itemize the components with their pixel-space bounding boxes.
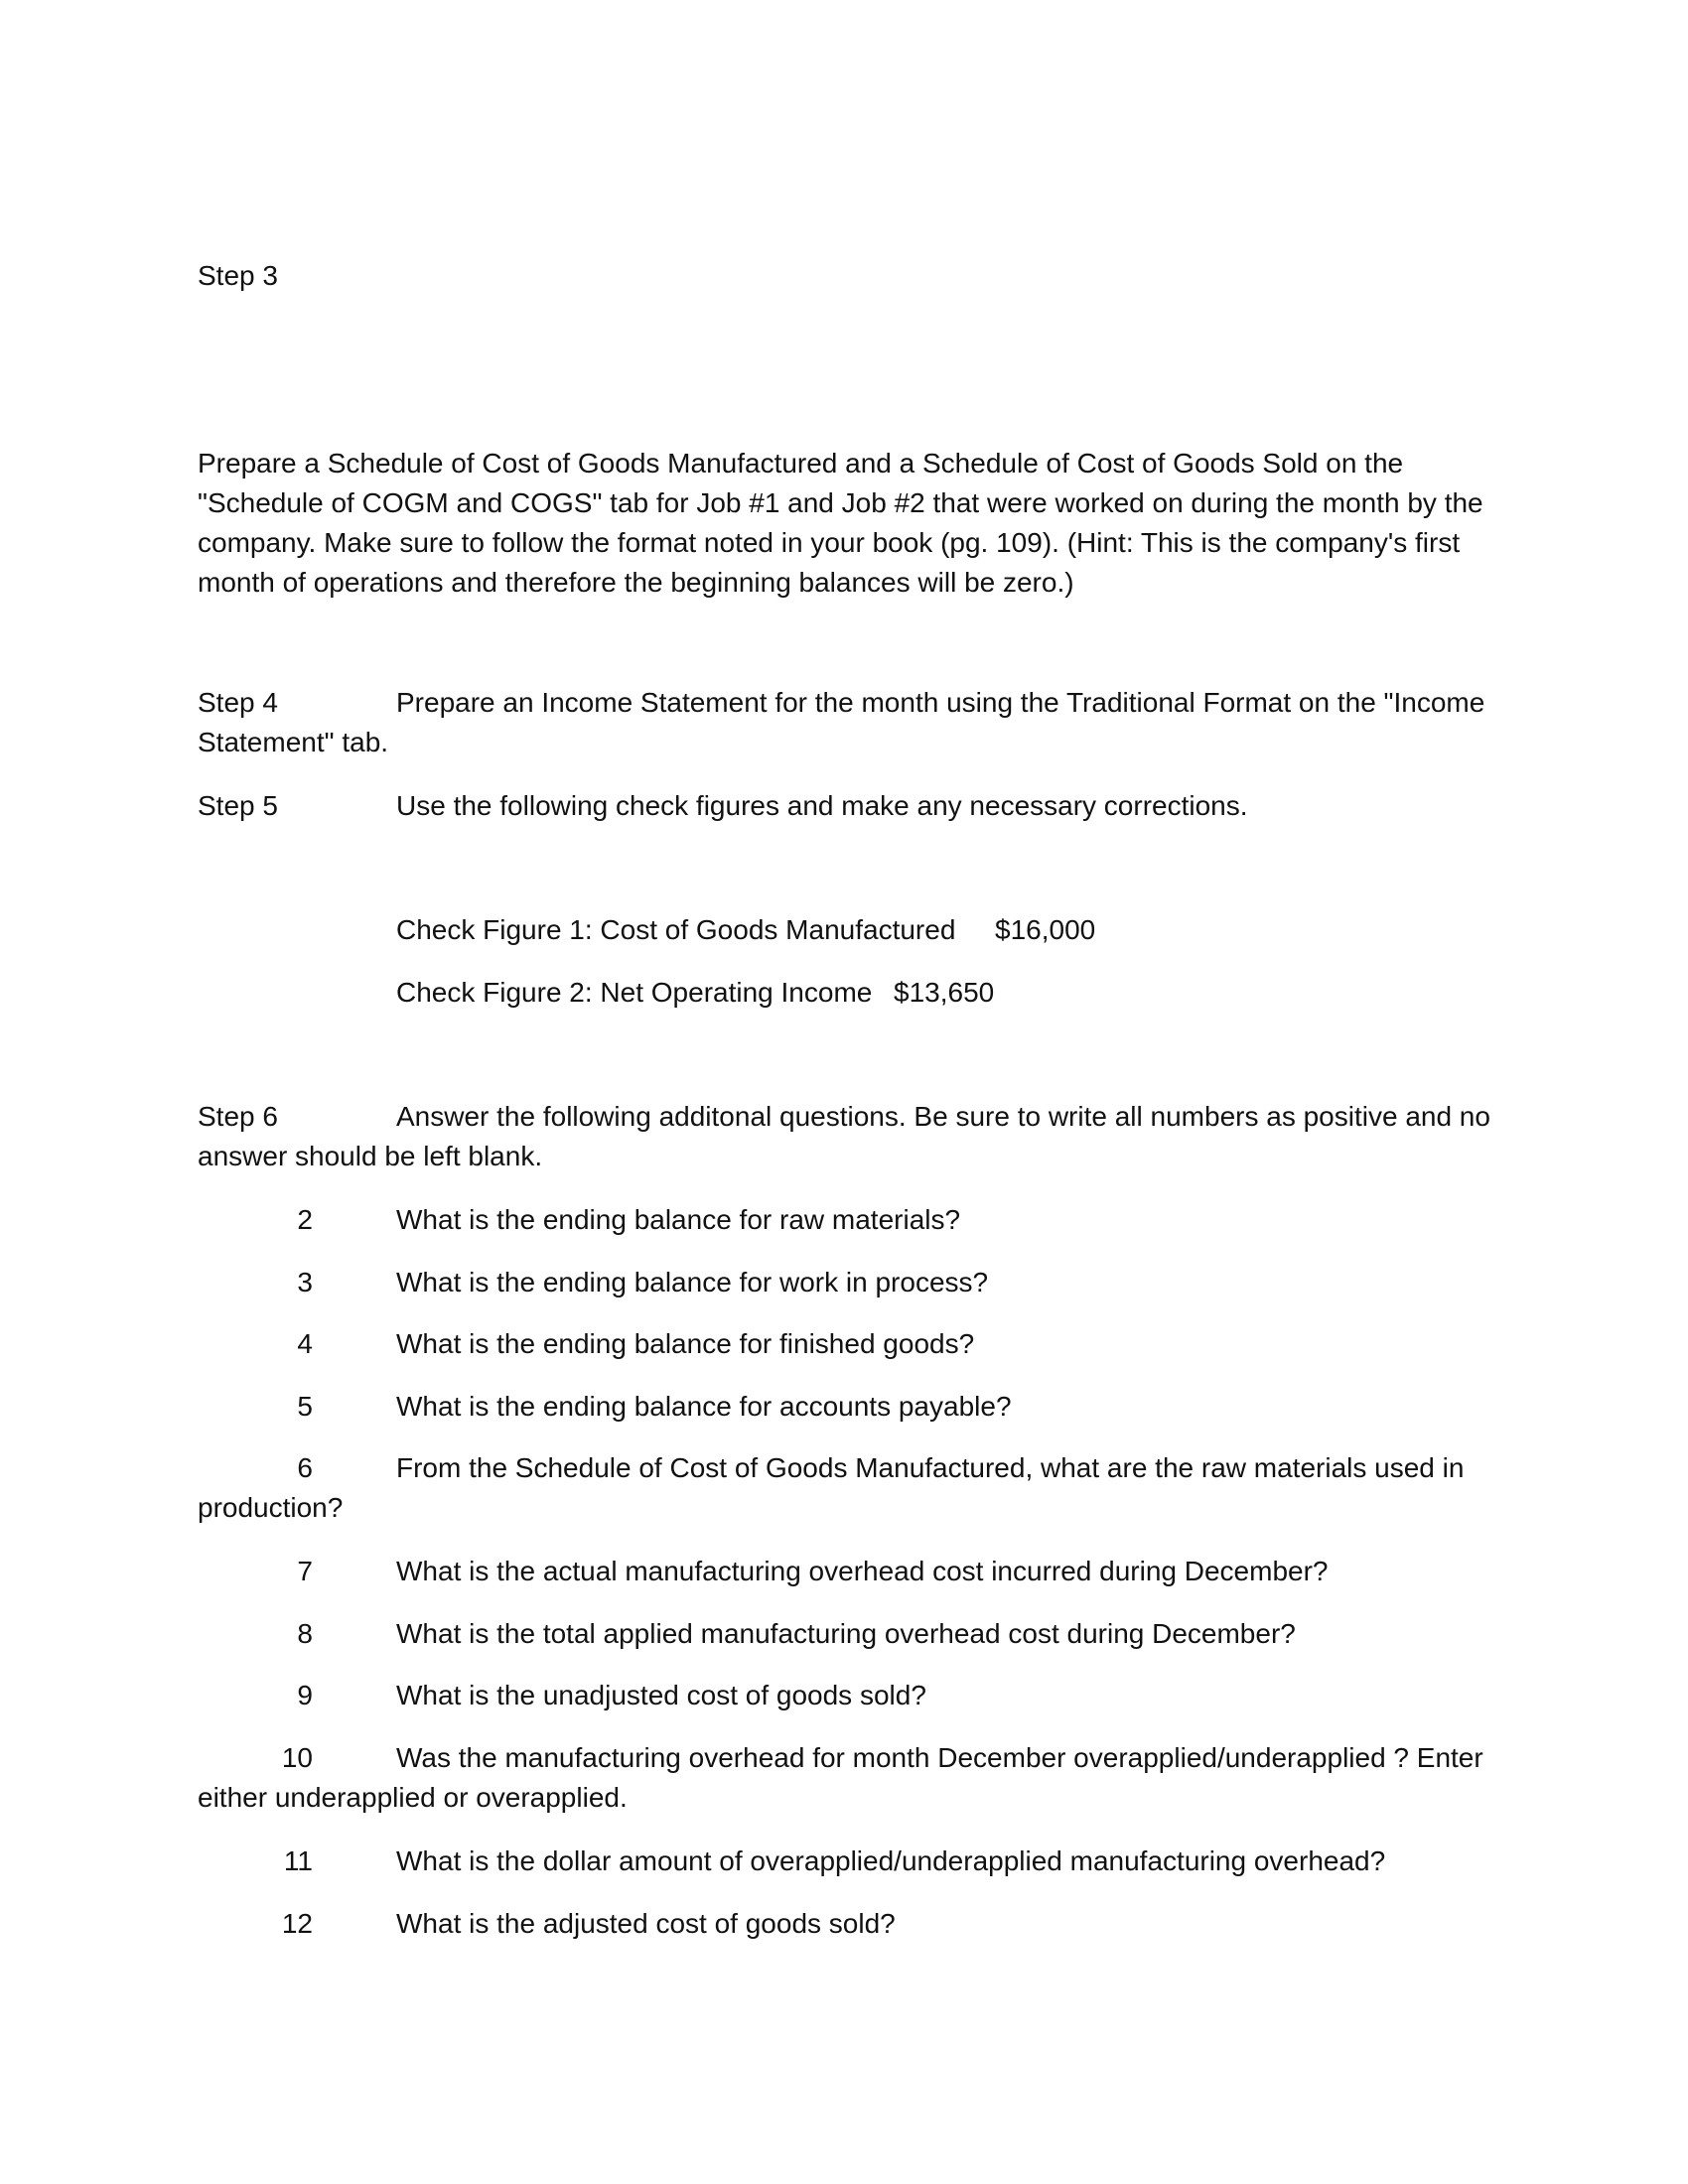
question-number: 8 [297, 1618, 313, 1649]
step5-label: Step 5 [198, 790, 278, 821]
question-number: 5 [297, 1391, 313, 1422]
check-figure-1-label: Check Figure 1: Cost of Goods Manufactured [396, 914, 956, 945]
question-text: What is the actual manufacturing overhead cost incurred during December? [396, 1556, 1329, 1586]
question-text: What is the ending balance for finished goods? [396, 1328, 975, 1359]
question-number: 12 [281, 1908, 313, 1939]
step4-label: Step 4 [198, 687, 278, 718]
question-number: 7 [297, 1556, 313, 1586]
question-number: 11 [283, 1845, 313, 1876]
question-number: 3 [297, 1267, 313, 1297]
step3-instructions: Prepare a Schedule of Cost of Goods Manufactured and a Schedule of Cost of Goods Sold on the "Schedule of COGM and COGS" tab for Job #1 and Job #2 that were worked on during the month by the company. Make sure to follow the format noted in your book (pg. 109). (Hint: This is the company's first month of operations and therefore the beginning balances will be zero.) [198, 448, 1483, 598]
question-number: 4 [297, 1328, 313, 1359]
question-number: 2 [297, 1204, 313, 1235]
question-text: What is the ending balance for work in process? [396, 1267, 989, 1297]
question-text: What is the dollar amount of overapplied/underapplied manufacturing overhead? [396, 1845, 1386, 1876]
step6-label: Step 6 [198, 1101, 278, 1132]
step4-instructions: Prepare an Income Statement for the month using the Traditional Format on the "Income Statement" tab. [198, 687, 1485, 757]
check-figure-2-label: Check Figure 2: Net Operating Income [396, 977, 873, 1008]
check-figure-2-value: $13,650 [894, 977, 995, 1008]
question-text: Was the manufacturing overhead for month December overapplied/underapplied ? Enter either underapplied or overapplied. [198, 1742, 1483, 1813]
check-figure-1-value: $16,000 [995, 914, 1096, 945]
question-number: 10 [281, 1742, 313, 1773]
step6-instructions: Answer the following additonal questions. Be sure to write all numbers as positive and no answer should be left blank. [198, 1101, 1490, 1171]
question-text: What is the ending balance for raw materials? [396, 1204, 961, 1235]
question-text: What is the adjusted cost of goods sold? [396, 1908, 896, 1939]
question-number: 9 [297, 1680, 313, 1710]
question-number: 6 [297, 1452, 313, 1483]
step5-instructions: Use the following check figures and make any necessary corrections. [396, 790, 1248, 821]
question-text: What is the total applied manufacturing overhead cost during December? [396, 1618, 1296, 1649]
question-text: From the Schedule of Cost of Goods Manufactured, what are the raw materials used in production? [198, 1452, 1465, 1523]
question-text: What is the unadjusted cost of goods sold? [396, 1680, 926, 1710]
step3-label: Step 3 [198, 260, 278, 291]
question-text: What is the ending balance for accounts payable? [396, 1391, 1012, 1422]
